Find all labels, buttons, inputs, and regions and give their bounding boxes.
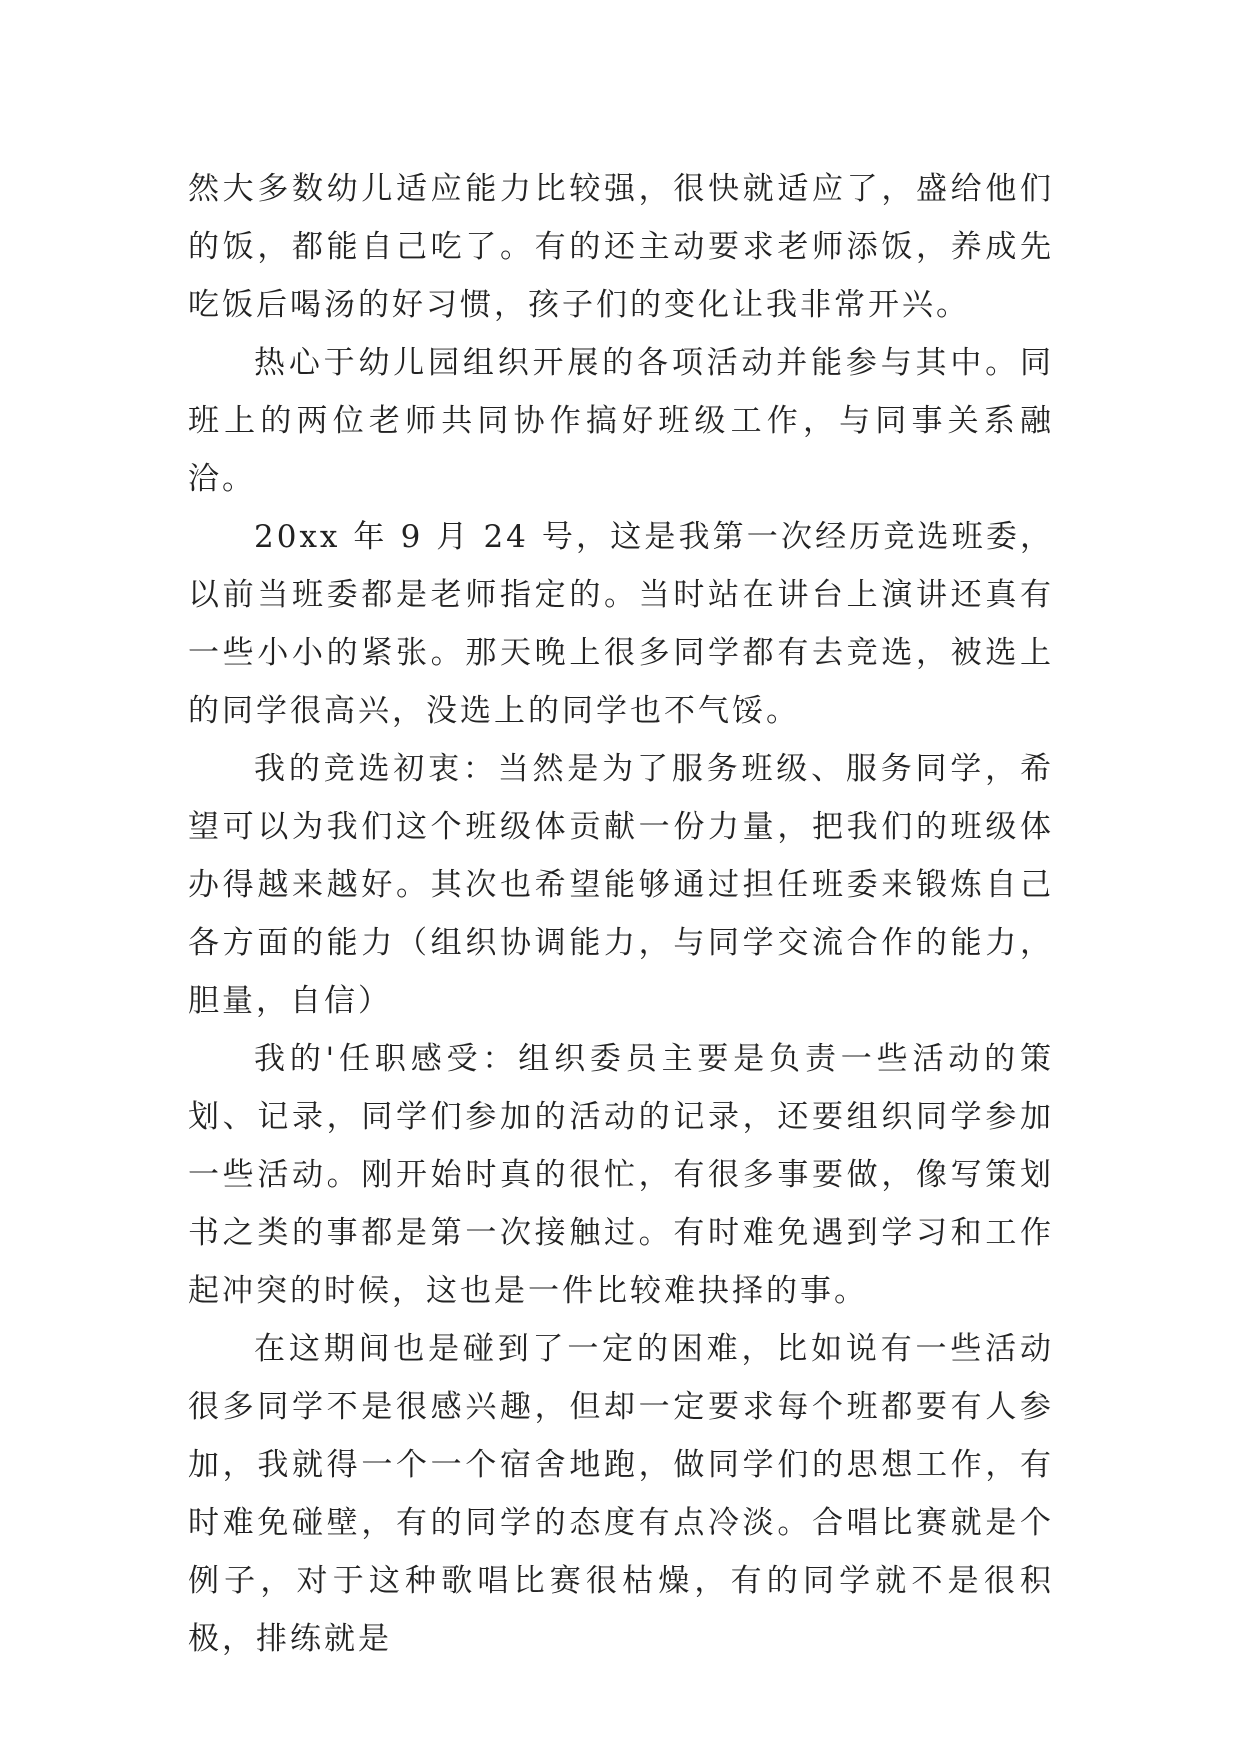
paragraph-4: 我的竞选初衷：当然是为了服务班级、服务同学，希望可以为我们这个班级体贡献一份力量，把我们的班级体办得越来越好。其次也希望能够通过担任班委来锻炼自己各方面的能力（组织协调能力，与同学交流合作的能力，胆量，自信） (188, 751, 1054, 1019)
paragraph-5: 我的'任职感受：组织委员主要是负责一些活动的策划、记录，同学们参加的活动的记录，还要组织同学参加一些活动。刚开始时真的很忙，有很多事要做，像写策划书之类的事都是第一次接触过。有时难免遇到学习和工作起冲突的时候，这也是一件比较难抉择的事。 (188, 1041, 1054, 1309)
paragraph-1: 然大多数幼儿适应能力比较强，很快就适应了，盛给他们的饭，都能自己吃了。有的还主动要求老师添饭，养成先吃饭后喝汤的好习惯，孩子们的变化让我非常开兴。 (188, 171, 1054, 323)
paragraph-6: 在这期间也是碰到了一定的困难，比如说有一些活动很多同学不是很感兴趣，但却一定要求每个班都要有人参加，我就得一个一个宿舍地跑，做同学们的思想工作，有时难免碰壁，有的同学的态度有点冷淡。合唱比赛就是个例子，对于这种歌唱比赛很枯燥，有的同学就不是很积极，排练就是 (188, 1331, 1054, 1657)
paragraph-3: 20xx 年 9 月 24 号，这是我第一次经历竞选班委，以前当班委都是老师指定的。当时站在讲台上演讲还真有一些小小的紧张。那天晚上很多同学都有去竞选，被选上的同学很高兴，没选上的同学也不气馁。 (188, 519, 1054, 729)
paragraph-2: 热心于幼儿园组织开展的各项活动并能参与其中。同班上的两位老师共同协作搞好班级工作，与同事关系融洽。 (188, 345, 1054, 497)
document-body (188, 160, 1054, 1668)
